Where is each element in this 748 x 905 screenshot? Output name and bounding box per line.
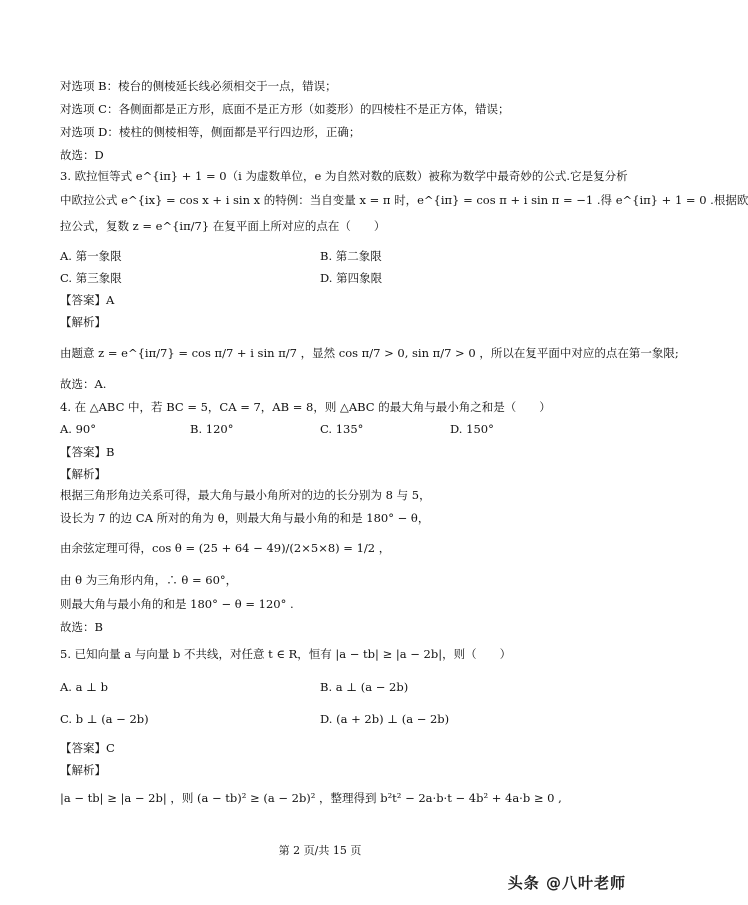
q4-analysis-label: 【解析】 (60, 467, 106, 481)
q5-stem: 5. 已知向量 a 与向量 b 不共线，对任意 t ∈ R，恒有 |a − tb| ≥ |a − 2b|，则（ ） (60, 647, 512, 661)
q5-answer: 【答案】C (60, 741, 115, 755)
q4-solution-line2: 设长为 7 的边 CA 所对的角为 θ，则最大角与最小角的和是 180° − θ， (60, 511, 430, 525)
q3-answer: 【答案】A (60, 293, 115, 307)
q3-analysis-label: 【解析】 (60, 315, 106, 329)
q3-choice: 故选：A. (60, 377, 107, 391)
q3-solution: 由题意 z = e^{iπ/7} = cos π/7 + i sin π/7 ，显然 cos π/7 > 0, sin π/7 > 0 ，所以在复平面中对应的点在第一象限; (60, 346, 679, 360)
q5-option-a: A. a ⊥ b (60, 680, 108, 694)
q3-option-a: A. 第一象限 (60, 249, 122, 263)
q3-stem-line3: 拉公式，复数 z = e^{iπ/7} 在复平面上所对应的点在（ ） (60, 219, 386, 233)
q4-option-a: A. 90° (60, 422, 96, 436)
q4-option-c: C. 135° (320, 422, 364, 436)
q4-solution-line1: 根据三角形角边关系可得，最大角与最小角所对的边的长分别为 8 与 5， (60, 488, 431, 502)
q4-solution-line3: 由余弦定理可得，cos θ = (25 + 64 − 49)/(2×5×8) = 1/2 ， (60, 541, 391, 555)
q5-analysis-label: 【解析】 (60, 763, 106, 777)
q4-option-b: B. 120° (190, 422, 234, 436)
q4-solution-line4: 由 θ 为三角形内角，∴ θ = 60°， (60, 573, 238, 587)
q4-stem: 4. 在 △ABC 中，若 BC = 5，CA = 7，AB = 8，则 △ABC 的最大角与最小角之和是（ ） (60, 400, 551, 414)
q4-answer: 【答案】B (60, 445, 115, 459)
q5-option-b: B. a ⊥ (a − 2b) (320, 680, 409, 694)
option-d-text: 对选项 D：棱柱的侧棱相等，侧面都是平行四边形，正确； (60, 125, 361, 139)
q4-choice: 故选：B (60, 620, 103, 634)
watermark (508, 872, 626, 893)
q5-option-d: D. (a + 2b) ⊥ (a − 2b) (320, 712, 450, 726)
page-footer: 第 2 页/共 15 页 (278, 844, 362, 857)
option-c-text: 对选项 C：各侧面都是正方形，底面不是正方形（如菱形）的四棱柱不是正方体，错误； (60, 102, 510, 116)
option-b-text: 对选项 B：棱台的侧棱延长线必须相交于一点，错误； (60, 79, 337, 93)
q3-option-b: B. 第二象限 (320, 249, 382, 263)
q5-option-c: C. b ⊥ (a − 2b) (60, 712, 149, 726)
q4-solution-line5: 则最大角与最小角的和是 180° − θ = 120° . (60, 597, 294, 611)
q3-option-c: C. 第三象限 (60, 271, 122, 285)
q5-solution-line1: |a − tb| ≥ |a − 2b| ，则 (a − tb)² ≥ (a − 2b)² ，整理得到 b²t² − 2a·b·t − 4b² + 4a·b ≥ 0 , (60, 791, 562, 805)
watermark-text: 头条 @八叶老师 (507, 874, 626, 892)
q3-option-d: D. 第四象限 (320, 271, 383, 285)
q3-stem-line2: 中欧拉公式 e^{ix} = cos x + i sin x 的特例：当自变量 x = π 时，e^{iπ} = cos π + i sin π = −1 .得 e^{iπ} + 1 = 0 .根据欧 (60, 193, 748, 207)
choice-line: 故选：D (60, 148, 104, 162)
q3-stem-line1: 3. 欧拉恒等式 e^{iπ} + 1 = 0（i 为虚数单位，e 为自然对数的底数）被称为数学中最奇妙的公式.它是复分析 (60, 169, 628, 183)
q4-option-d: D. 150° (450, 422, 494, 436)
